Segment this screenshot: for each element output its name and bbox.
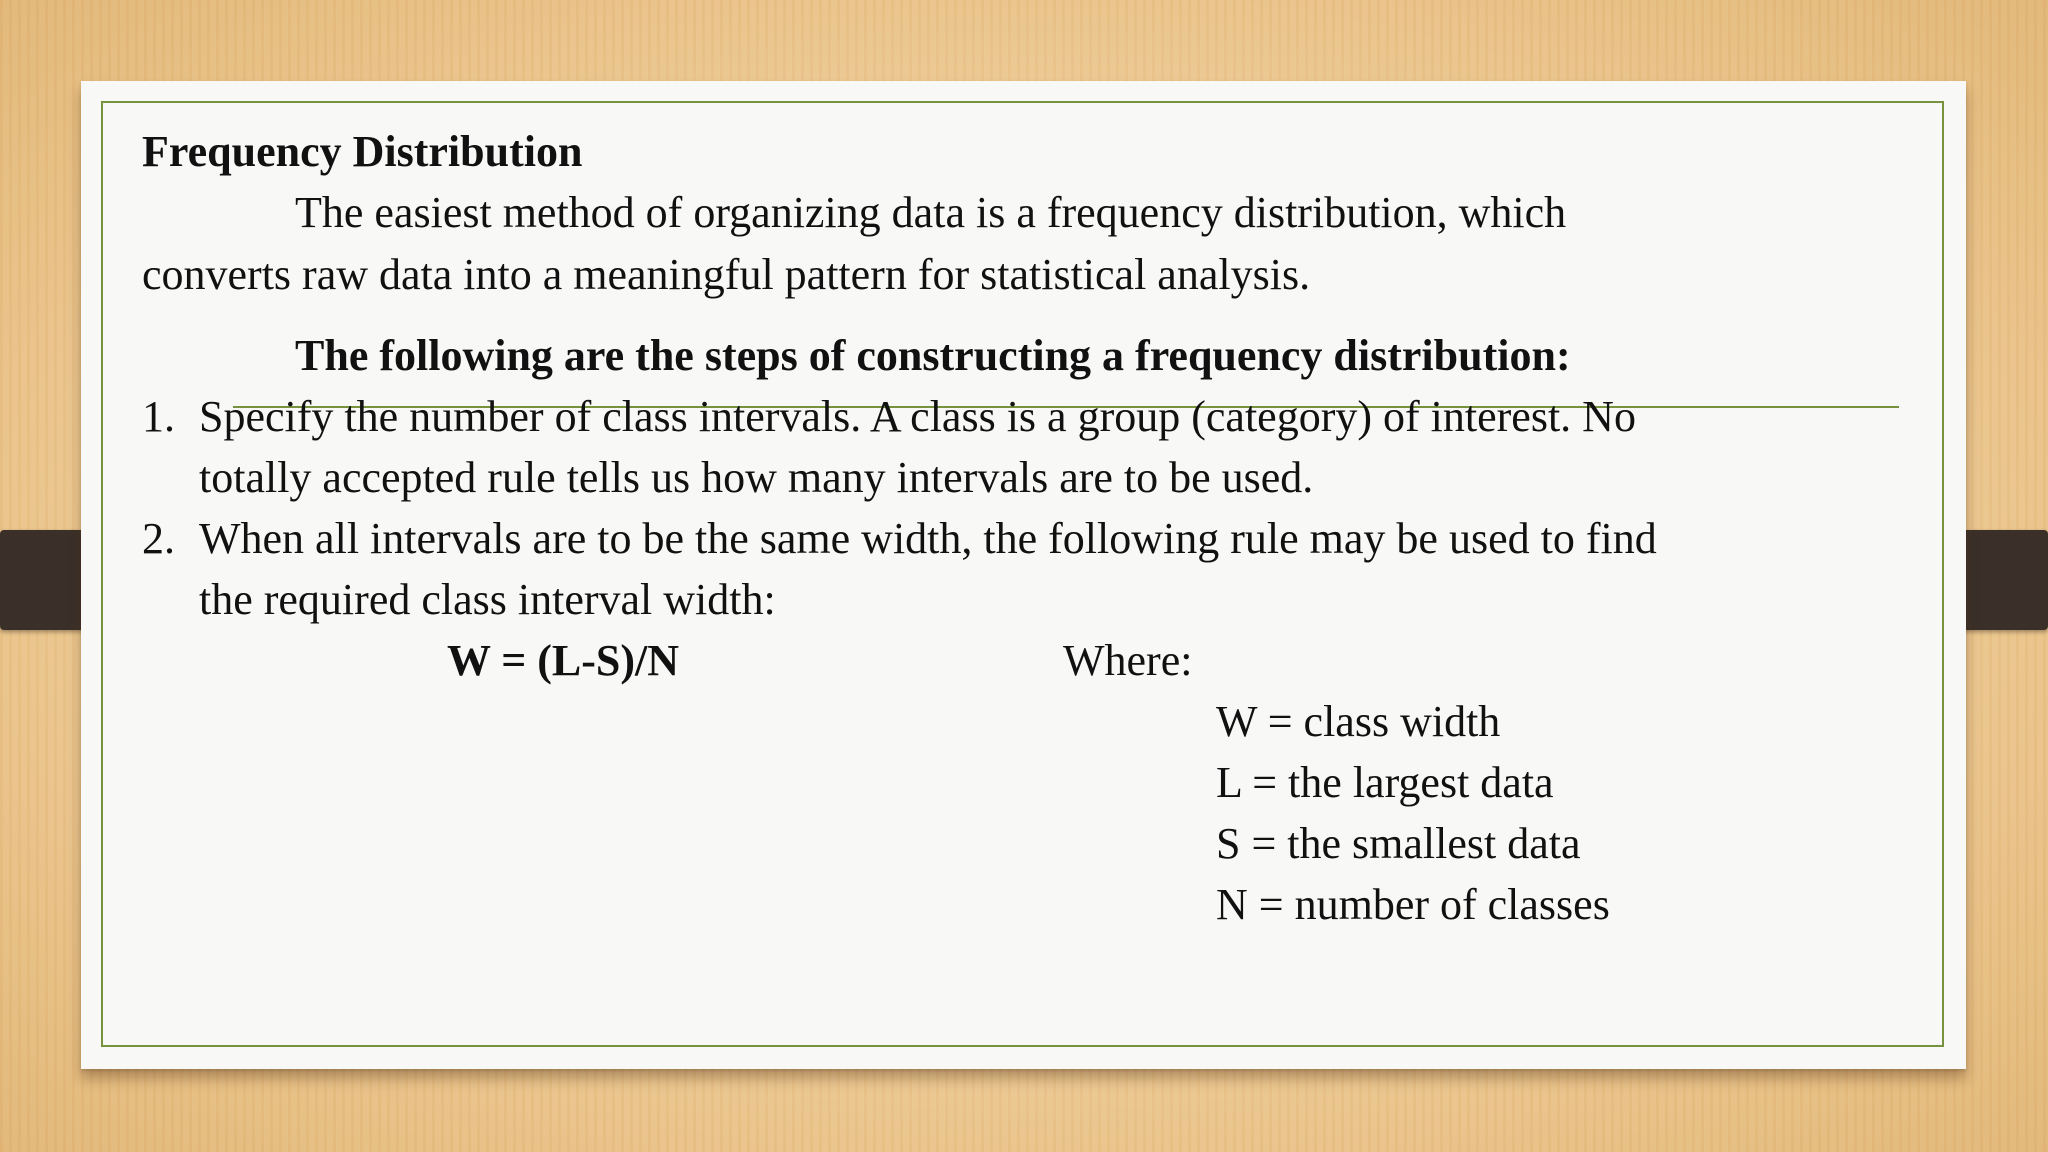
where-label: Where: <box>1063 636 1193 685</box>
definition-n: N = number of classes <box>1216 880 1610 929</box>
step-2-line-1: When all intervals are to be the same width, the following rule may be used to find <box>199 514 1657 563</box>
step-1-line-1: Specify the number of class intervals. A class is a group (category) of interest. No <box>199 392 1636 441</box>
definition-w: W = class width <box>1216 697 1501 746</box>
step-2-line-2: the required class interval width: <box>199 575 776 624</box>
step-2-number: 2. <box>142 514 175 563</box>
slide-card <box>81 81 1966 1069</box>
slide-title: Frequency Distribution <box>142 127 583 176</box>
definition-s: S = the smallest data <box>1216 819 1581 868</box>
step-1-line-2: totally accepted rule tells us how many intervals are to be used. <box>199 453 1314 502</box>
intro-line-1: The easiest method of organizing data is a frequency distribution, which <box>295 188 1567 237</box>
steps-heading: The following are the steps of constructing a frequency distribution: <box>295 331 1571 380</box>
formula: W = (L-S)/N <box>447 636 680 685</box>
intro-line-2: converts raw data into a meaningful pattern for statistical analysis. <box>142 250 1311 299</box>
definition-l: L = the largest data <box>1216 758 1554 807</box>
step-1-number: 1. <box>142 392 175 441</box>
